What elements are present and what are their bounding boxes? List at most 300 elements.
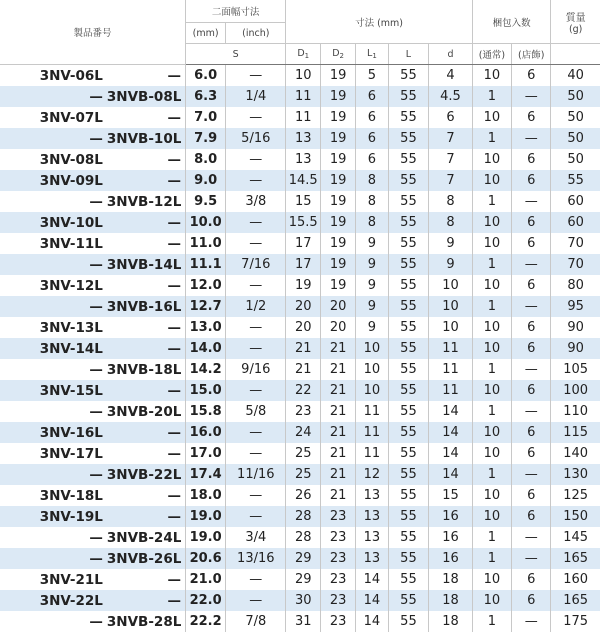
qty-store-cell: — [512,296,551,317]
dim-d2-cell: 19 [321,275,356,296]
header-mm: (mm) [185,23,225,44]
mass-cell: 140 [551,443,600,464]
dim-l1-cell: 11 [356,422,389,443]
mass-cell: 70 [551,233,600,254]
product-number-b-cell: — [107,317,186,338]
size-mm-cell: 11.0 [185,233,225,254]
size-inch-cell: — [226,569,286,590]
mass-cell: 60 [551,212,600,233]
table-row [0,233,600,254]
dim-d2-cell: 21 [321,422,356,443]
dim-l1-cell: 14 [356,611,389,632]
dim-d1-cell: 21 [286,359,321,380]
qty-store-cell: — [512,548,551,569]
product-number-b-cell: 3NVB-08L [107,86,186,107]
product-number-b-cell: — [107,212,186,233]
product-number-cell: — [0,191,107,212]
product-number-b-cell: — [107,338,186,359]
product-number-cell: — [0,296,107,317]
qty-store-cell: 6 [512,149,551,170]
mass-cell: 90 [551,317,600,338]
size-inch-cell: — [226,65,286,87]
product-number-cell: 3NV-18L [0,485,107,506]
product-number-cell: 3NV-08L [0,149,107,170]
mass-cell: 130 [551,464,600,485]
qty-normal-cell: 10 [472,506,511,527]
size-mm-cell: 15.0 [185,380,225,401]
product-number-b-cell: — [107,380,186,401]
size-mm-cell: 11.1 [185,254,225,275]
product-number-b-cell: — [107,590,186,611]
dim-l-cell: 55 [388,527,428,548]
dim-l1-cell: 5 [356,65,389,87]
size-mm-cell: 22.2 [185,611,225,632]
size-mm-cell: 20.6 [185,548,225,569]
dim-l-cell: 55 [388,611,428,632]
size-mm-cell: 7.0 [185,107,225,128]
dim-d1-cell: 28 [286,527,321,548]
product-number-b-cell: — [107,275,186,296]
size-inch-cell: — [226,149,286,170]
qty-normal-cell: 1 [472,128,511,149]
header-l1-base: L [367,48,372,59]
dim-d1-cell: 28 [286,506,321,527]
dim-d-cell: 14 [429,464,473,485]
header-d1-base: D [297,48,304,59]
mass-cell: 90 [551,338,600,359]
table-row [0,275,600,296]
dim-l-cell: 55 [388,485,428,506]
dim-d-cell: 18 [429,590,473,611]
size-mm-cell: 21.0 [185,569,225,590]
mass-cell: 110 [551,401,600,422]
table-row [0,569,600,590]
size-mm-cell: 10.0 [185,212,225,233]
dim-l-cell: 55 [388,128,428,149]
dim-l1-cell: 14 [356,569,389,590]
dim-l1-cell: 10 [356,338,389,359]
qty-normal-cell: 10 [472,338,511,359]
header-d: d [429,44,473,65]
header-l1 [356,44,389,65]
qty-normal-cell: 10 [472,485,511,506]
dim-l1-cell: 9 [356,233,389,254]
qty-normal-cell: 10 [472,65,511,87]
product-number-b-cell: 3NVB-24L [107,527,186,548]
size-inch-cell: 11/16 [226,464,286,485]
size-inch-cell: 5/8 [226,401,286,422]
qty-store-cell: 6 [512,212,551,233]
qty-store-cell: — [512,359,551,380]
header-d1-sub: 1 [305,52,309,60]
size-mm-cell: 22.0 [185,590,225,611]
mass-cell: 80 [551,275,600,296]
size-inch-cell: — [226,107,286,128]
dim-l-cell: 55 [388,443,428,464]
dim-l1-cell: 8 [356,170,389,191]
dim-l1-cell: 11 [356,401,389,422]
product-number-cell: — [0,464,107,485]
dim-d-cell: 9 [429,233,473,254]
dim-d2-cell: 21 [321,443,356,464]
dim-d1-cell: 11 [286,86,321,107]
size-inch-cell: — [226,506,286,527]
product-number-cell: 3NV-12L [0,275,107,296]
mass-cell: 150 [551,506,600,527]
size-mm-cell: 12.7 [185,296,225,317]
dim-d-cell: 10 [429,317,473,338]
size-inch-cell: — [226,317,286,338]
mass-cell: 165 [551,590,600,611]
dim-d-cell: 7 [429,128,473,149]
dim-l-cell: 55 [388,359,428,380]
mass-cell: 125 [551,485,600,506]
qty-store-cell: 6 [512,590,551,611]
product-number-b-cell: 3NVB-20L [107,401,186,422]
qty-store-cell: 6 [512,338,551,359]
dim-d2-cell: 23 [321,590,356,611]
size-mm-cell: 16.0 [185,422,225,443]
dim-d-cell: 9 [429,254,473,275]
qty-store-cell: 6 [512,107,551,128]
product-number-b-cell: 3NVB-26L [107,548,186,569]
qty-normal-cell: 10 [472,149,511,170]
qty-normal-cell: 1 [472,254,511,275]
qty-store-cell: — [512,86,551,107]
product-number-cell: — [0,527,107,548]
product-number-cell: 3NV-15L [0,380,107,401]
header-normal: (通常) [472,44,511,65]
size-mm-cell: 6.0 [185,65,225,87]
table-row [0,464,600,485]
dim-l-cell: 55 [388,569,428,590]
size-mm-cell: 19.0 [185,506,225,527]
qty-normal-cell: 1 [472,611,511,632]
qty-store-cell: 6 [512,380,551,401]
product-number-b-cell: — [107,149,186,170]
product-number-cell: — [0,611,107,632]
mass-cell: 115 [551,422,600,443]
mass-cell: 160 [551,569,600,590]
dim-d2-cell: 19 [321,170,356,191]
product-number-cell: 3NV-14L [0,338,107,359]
product-number-b-cell: — [107,422,186,443]
mass-cell: 95 [551,296,600,317]
dim-d1-cell: 23 [286,401,321,422]
dim-d-cell: 16 [429,527,473,548]
dim-l1-cell: 8 [356,191,389,212]
dim-l-cell: 55 [388,317,428,338]
dim-d2-cell: 21 [321,380,356,401]
dim-d2-cell: 23 [321,527,356,548]
dim-d-cell: 10 [429,275,473,296]
dim-l1-cell: 14 [356,590,389,611]
table-row [0,485,600,506]
dim-d1-cell: 11 [286,107,321,128]
dim-d-cell: 14 [429,422,473,443]
size-inch-cell: 13/16 [226,548,286,569]
size-inch-cell: — [226,233,286,254]
size-inch-cell: — [226,170,286,191]
dim-l-cell: 55 [388,275,428,296]
product-number-b-cell: — [107,65,186,87]
dim-l1-cell: 9 [356,317,389,338]
table-row [0,149,600,170]
table-row [0,191,600,212]
dim-d1-cell: 29 [286,548,321,569]
dim-l1-cell: 10 [356,359,389,380]
dim-d-cell: 18 [429,611,473,632]
mass-cell: 100 [551,380,600,401]
dim-d1-cell: 26 [286,485,321,506]
product-number-cell: 3NV-19L [0,506,107,527]
qty-store-cell: — [512,128,551,149]
dim-d2-cell: 21 [321,359,356,380]
size-mm-cell: 6.3 [185,86,225,107]
size-inch-cell: 7/16 [226,254,286,275]
dim-d1-cell: 17 [286,233,321,254]
dim-l1-cell: 6 [356,128,389,149]
dim-l-cell: 55 [388,548,428,569]
dim-d1-cell: 13 [286,149,321,170]
product-number-cell: 3NV-13L [0,317,107,338]
qty-store-cell: — [512,611,551,632]
mass-cell: 60 [551,191,600,212]
size-inch-cell: — [226,422,286,443]
qty-store-cell: 6 [512,275,551,296]
size-mm-cell: 12.0 [185,275,225,296]
header-width-across-flats: 二面幅寸法 [185,0,285,23]
size-mm-cell: 13.0 [185,317,225,338]
mass-cell: 55 [551,170,600,191]
product-number-cell: — [0,254,107,275]
dim-l-cell: 55 [388,65,428,87]
dim-l-cell: 55 [388,506,428,527]
mass-cell: 50 [551,149,600,170]
qty-normal-cell: 10 [472,107,511,128]
product-number-b-cell: 3NVB-16L [107,296,186,317]
size-inch-cell: — [226,485,286,506]
product-number-b-cell: 3NVB-22L [107,464,186,485]
size-mm-cell: 15.8 [185,401,225,422]
dim-l1-cell: 11 [356,443,389,464]
dim-d-cell: 4 [429,65,473,87]
dim-l-cell: 55 [388,338,428,359]
mass-cell: 145 [551,527,600,548]
table-row [0,254,600,275]
size-mm-cell: 18.0 [185,485,225,506]
dim-d1-cell: 22 [286,380,321,401]
table-row [0,590,600,611]
dim-d-cell: 11 [429,359,473,380]
qty-store-cell: 6 [512,170,551,191]
qty-normal-cell: 1 [472,86,511,107]
dim-l-cell: 55 [388,254,428,275]
product-number-cell: 3NV-22L [0,590,107,611]
table-row [0,401,600,422]
dim-d-cell: 14 [429,401,473,422]
size-inch-cell: — [226,590,286,611]
dim-d2-cell: 20 [321,317,356,338]
dim-d2-cell: 19 [321,149,356,170]
table-row [0,527,600,548]
size-inch-cell: — [226,380,286,401]
dim-l-cell: 55 [388,86,428,107]
dim-l-cell: 55 [388,191,428,212]
qty-normal-cell: 10 [472,317,511,338]
dim-l1-cell: 8 [356,212,389,233]
table-row [0,443,600,464]
size-mm-cell: 14.2 [185,359,225,380]
dim-d-cell: 11 [429,380,473,401]
size-inch-cell: 1/2 [226,296,286,317]
size-inch-cell: 3/4 [226,527,286,548]
qty-normal-cell: 1 [472,191,511,212]
dim-d2-cell: 19 [321,254,356,275]
dim-d2-cell: 21 [321,464,356,485]
qty-normal-cell: 10 [472,233,511,254]
dim-l-cell: 55 [388,170,428,191]
product-number-cell: — [0,548,107,569]
qty-store-cell: 6 [512,485,551,506]
product-number-b-cell: — [107,170,186,191]
dim-d1-cell: 19 [286,275,321,296]
table-row [0,212,600,233]
dim-d1-cell: 31 [286,611,321,632]
dim-l1-cell: 9 [356,254,389,275]
table-row [0,65,600,87]
qty-normal-cell: 1 [472,401,511,422]
dim-d2-cell: 23 [321,569,356,590]
size-inch-cell: 9/16 [226,359,286,380]
dim-l1-cell: 6 [356,86,389,107]
table-row [0,317,600,338]
qty-normal-cell: 1 [472,548,511,569]
header-mass [551,0,600,44]
qty-normal-cell: 1 [472,464,511,485]
product-number-b-cell: 3NVB-14L [107,254,186,275]
dim-d2-cell: 20 [321,296,356,317]
dim-d1-cell: 25 [286,464,321,485]
qty-store-cell: 6 [512,443,551,464]
product-number-cell: — [0,128,107,149]
header-s: S [185,44,285,65]
product-number-cell: — [0,401,107,422]
mass-cell: 50 [551,107,600,128]
table-row [0,422,600,443]
product-number-b-cell: — [107,233,186,254]
qty-store-cell: 6 [512,317,551,338]
size-mm-cell: 19.0 [185,527,225,548]
mass-cell: 50 [551,128,600,149]
dim-d2-cell: 19 [321,233,356,254]
dim-d-cell: 10 [429,296,473,317]
qty-normal-cell: 10 [472,422,511,443]
qty-normal-cell: 10 [472,590,511,611]
dim-d2-cell: 21 [321,338,356,359]
dim-d-cell: 7 [429,149,473,170]
dim-d-cell: 15 [429,485,473,506]
size-inch-cell: 1/4 [226,86,286,107]
table-row [0,296,600,317]
size-mm-cell: 17.4 [185,464,225,485]
product-number-cell: 3NV-06L [0,65,107,87]
dim-d2-cell: 19 [321,65,356,87]
dim-l1-cell: 13 [356,527,389,548]
qty-normal-cell: 10 [472,170,511,191]
product-number-b-cell: 3NVB-10L [107,128,186,149]
dim-d-cell: 8 [429,191,473,212]
product-number-cell: — [0,86,107,107]
table-row [0,338,600,359]
dim-l-cell: 55 [388,590,428,611]
size-mm-cell: 9.0 [185,170,225,191]
product-number-cell: 3NV-07L [0,107,107,128]
qty-store-cell: 6 [512,233,551,254]
dim-l1-cell: 13 [356,485,389,506]
dim-l-cell: 55 [388,401,428,422]
qty-store-cell: — [512,401,551,422]
mass-cell: 165 [551,548,600,569]
table-row [0,380,600,401]
product-number-cell: 3NV-11L [0,233,107,254]
dim-d-cell: 8 [429,212,473,233]
size-mm-cell: 8.0 [185,149,225,170]
header-l1-sub: 1 [372,52,376,60]
dim-d1-cell: 30 [286,590,321,611]
product-number-b-cell: 3NVB-12L [107,191,186,212]
qty-normal-cell: 10 [472,212,511,233]
header-d2-base: D [332,48,339,59]
mass-cell: 70 [551,254,600,275]
product-number-cell: 3NV-16L [0,422,107,443]
header-store: (店飾) [512,44,551,65]
product-number-b-cell: — [107,107,186,128]
qty-store-cell: — [512,191,551,212]
product-number-b-cell: 3NVB-28L [107,611,186,632]
dim-d2-cell: 19 [321,86,356,107]
qty-normal-cell: 10 [472,380,511,401]
qty-store-cell: — [512,464,551,485]
dim-d1-cell: 29 [286,569,321,590]
mass-cell: 40 [551,65,600,87]
product-number-cell: 3NV-17L [0,443,107,464]
table-row [0,548,600,569]
dim-d1-cell: 14.5 [286,170,321,191]
dim-l-cell: 55 [388,380,428,401]
dim-d1-cell: 25 [286,443,321,464]
product-number-cell: 3NV-10L [0,212,107,233]
header-mass-unit: (g) [551,24,600,35]
dim-d1-cell: 21 [286,338,321,359]
dim-d1-cell: 10 [286,65,321,87]
product-number-b-cell: — [107,569,186,590]
spec-table-body [0,65,600,632]
table-row [0,170,600,191]
qty-normal-cell: 10 [472,569,511,590]
dim-d-cell: 7 [429,170,473,191]
qty-normal-cell: 10 [472,443,511,464]
header-inch: (inch) [226,23,286,44]
dim-l-cell: 55 [388,149,428,170]
dim-d1-cell: 15 [286,191,321,212]
header-mass-label: 質量 [551,9,600,24]
header-mass-empty [551,44,600,65]
product-number-b-cell: — [107,443,186,464]
qty-store-cell: 6 [512,506,551,527]
dim-l-cell: 55 [388,233,428,254]
mass-cell: 175 [551,611,600,632]
